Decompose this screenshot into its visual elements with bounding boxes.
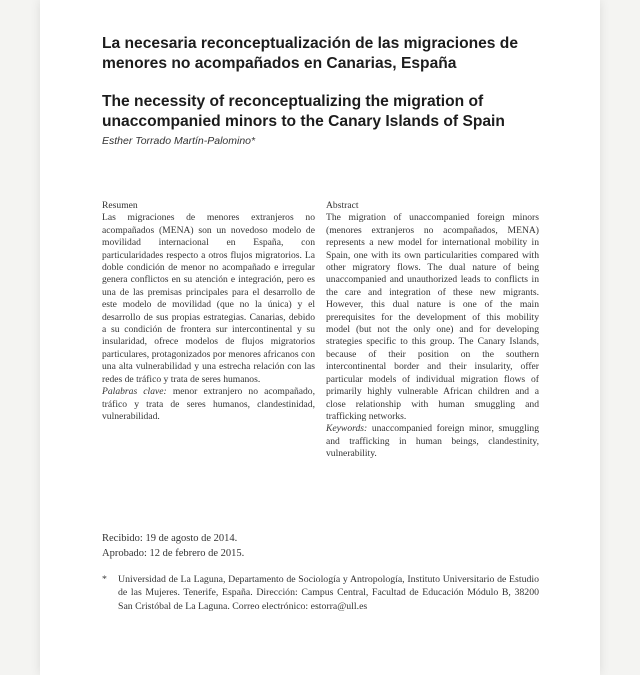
title-spanish: La necesaria reconceptualización de las migraciones de menores no acompañados en Canarias, España [102,35,519,72]
resumen-text: Las migraciones de menores extranjeros no acompañados (MENA) son un novedoso modelo de movilidad internacional en España, con particularidades respecto a otros flujos migratorios. La doble condición de menor no acompañado e irregular genera conflictos en su atención e integración, pero es una de las premisas principales para el desarrollo de este modelo de movilidad (que no la única) y el desarrollo de sus propias estrategias. Canarias, debido a su condición de frontera sur intercontinental y su insularidad, ofrece modelos de flujos migratorios particulares, protagonizados por menores africanos con una alta vulnerabilidad y una estrecha relación con las redes de tráfico y trata de seres humanos. [102,212,315,385]
author-footnote [102,573,539,613]
approved-date: Aprobado: 12 de febrero de 2015. [102,547,245,559]
footnote-text: Universidad de La Laguna, Departamento de Sociología y Antropología, Instituto Universitario de Estudio de las Mujeres. Tenerife, España. Dirección: Campus Central, Facultad de Educación Módulo B, 38200 San Cristóbal de La Laguna. Correo electrónico: estorra@ull.es [118,574,539,612]
resumen-keywords [102,386,315,423]
abstract-keywords [326,423,539,460]
abstract-heading: Abstract [326,200,359,211]
abstract-keywords-label: Keywords: [326,423,368,435]
footnote-mark: * [102,574,107,585]
resumen-column [102,200,315,423]
title-english: The necessity of reconceptualizing the migration of unaccompanied minors to the Canary Islands of Spain [102,93,505,130]
article-page [40,0,600,675]
author-name: Esther Torrado Martín-Palomino* [102,135,256,147]
abstract-keywords-text: unaccompanied foreign minor, smuggling and trafficking in human beings, clandestinity, vulnerability. [326,423,539,460]
abstract-text: The migration of unaccompanied foreign minors (menores extranjeros no acompañados, MENA) represents a new model for international mobility in Spain, one with its own particularities compared with other migratory flows. The dual nature of being unaccompanied and unauthorized leads to conflicts in the care and integration of these new migrants. However, this dual nature is one of the main prerequisites for the development of this mobility model (but not the only one) and for developing strategies specific to this group. The Canary Islands, because of their position on the southern intercontinental border and their insularity, offer particular models of individual migration flows of primarily highly vulnerable African children and a close relationship with human smuggling and trafficking networks. [326,212,539,422]
dates-block [102,532,244,561]
resumen-heading: Resumen [102,200,138,211]
received-date: Recibido: 19 de agosto de 2014. [102,533,238,544]
resumen-keywords-text: menor extranjero no acompañado, tráfico y trata de seres humanos, clandestinidad, vulnerabilidad. [102,386,315,422]
resumen-keywords-label: Palabras clave: [102,386,167,398]
abstract-column [326,200,539,461]
